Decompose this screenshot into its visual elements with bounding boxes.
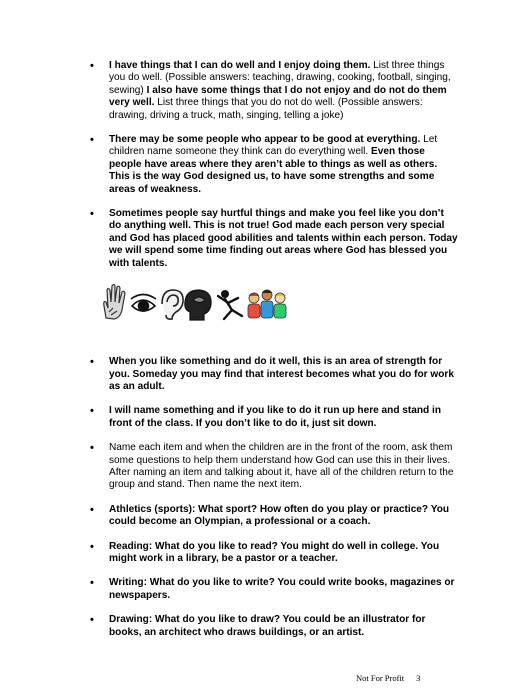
list-item <box>90 541 458 566</box>
list-item <box>90 356 458 393</box>
eye-icon <box>131 295 156 312</box>
head-profile-icon <box>185 290 211 320</box>
list-item <box>90 442 458 492</box>
bullet: • <box>90 405 94 418</box>
bullet: • <box>90 134 94 147</box>
stretching-figure-icon <box>218 290 242 319</box>
list-item <box>90 614 458 639</box>
bullet-list <box>90 60 458 639</box>
page-number: 3 <box>416 673 421 683</box>
talent-icons-svg <box>100 282 300 322</box>
ear-icon <box>162 290 183 319</box>
list-item <box>90 60 458 122</box>
text: List three things you do well. (Possible answers: teaching, drawing, cooking, football, singing, sewing) <box>109 60 451 96</box>
children-group-icon <box>248 290 286 318</box>
hand-icon <box>104 285 125 320</box>
bullet: • <box>90 577 94 590</box>
text-bold: I have things that I can do well and I enjoy doing them. <box>109 60 371 71</box>
list-item <box>90 134 458 196</box>
text: Name each item and when the children are in the front of the room, ask them some questions to help them understand how God can use this in their lives. After naming an item and talking about it, have all of the children return to the group and stand. Then name the next item. <box>109 442 454 491</box>
footer-text: Not For Profit <box>356 673 405 683</box>
list-item <box>90 208 458 270</box>
page-footer <box>356 673 420 683</box>
text-bold: I also have some things that I do not enjoy and do not do them very well. <box>109 84 447 109</box>
text-bold: Sometimes people say hurtful things and make you feel like you don’t do anything well. This is not true! God made each person very special and God has placed good abilities and talents within each person. Today we will spend some time finding out areas where God has blessed you with talents. <box>109 208 458 269</box>
list-item <box>90 577 458 602</box>
bullet: • <box>90 356 94 369</box>
bullet: • <box>90 503 94 516</box>
talent-icons-strip <box>100 282 300 322</box>
text-bold: When you like something and do it well, this is an area of strength for you. Someday you may find that interest becomes what you do for work as an adult. <box>109 356 454 392</box>
bullet: • <box>90 540 94 553</box>
text-bold: I will name something and if you like to do it run up here and stand in front of the class. If you don’t like to do it, just sit down. <box>109 405 441 429</box>
text: List three things that you do not do well. (Possible answers: drawing, driving a truck, math, singing, telling a joke) <box>109 97 423 121</box>
list-item <box>90 504 458 529</box>
text: Let children name someone they think can do everything well. <box>109 134 438 158</box>
text-bold: Athletics (sports): What sport? How often do you play or practice? You could become an Olympian, a professional or a coach. <box>109 503 450 528</box>
text-bold: Reading: What do you like to read? You might do well in college. You might work in a library, be a pastor or a teacher. <box>109 540 440 564</box>
bullet: • <box>90 60 94 72</box>
bullet: • <box>90 442 94 455</box>
text-bold: There may be some people who appear to be good at everything. <box>109 134 421 146</box>
text-bold: Even those people have areas where they aren’t able to things as well as others. This is the way God designed us, to have some strengths and some areas of weakness. <box>109 146 438 195</box>
text-bold: Drawing: What do you like to draw? You could be an illustrator for books, an architect who draws buildings, or an artist. <box>109 614 426 638</box>
bullet: • <box>90 208 94 221</box>
text-bold: Writing: What do you like to write? You could write books, magazines or newspapers. <box>109 577 455 601</box>
bullet: • <box>90 614 94 627</box>
list-item <box>90 405 458 430</box>
